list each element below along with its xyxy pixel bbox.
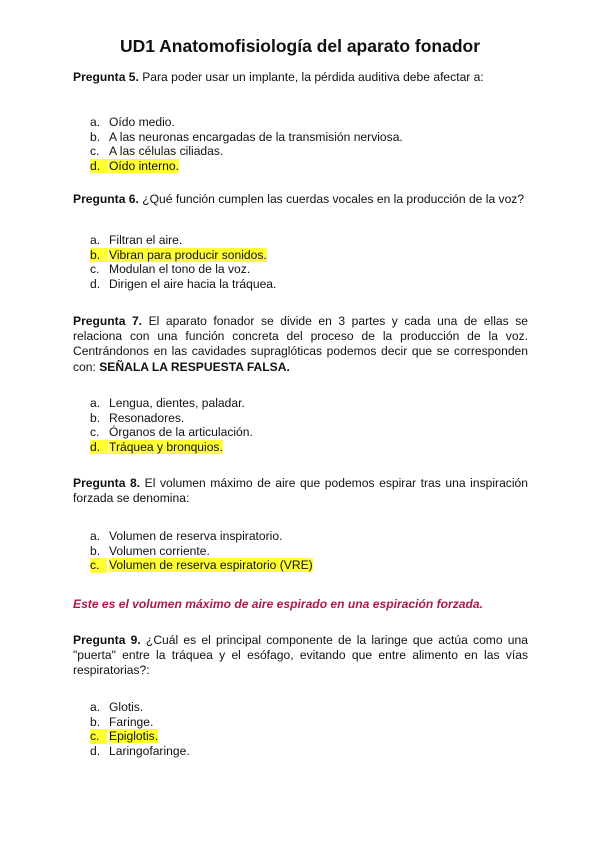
option-b xyxy=(90,715,190,730)
option-c xyxy=(90,425,253,440)
option-a xyxy=(90,700,190,715)
option-letter: c. xyxy=(90,729,107,744)
question-8 xyxy=(73,476,528,506)
option-text: Laringofaringe. xyxy=(109,743,190,758)
option-letter: c. xyxy=(90,262,100,277)
option-letter: d. xyxy=(90,276,101,291)
option-d xyxy=(90,277,276,292)
document-title: UD1 Anatomofisiología del aparato fonador xyxy=(119,36,481,56)
question-emphasis: SEÑALA LA RESPUESTA FALSA. xyxy=(99,359,290,374)
question-7 xyxy=(73,314,528,375)
answer-note: Este es el volumen máximo de aire espirado en una espiración forzada. xyxy=(73,597,483,611)
option-letter: a. xyxy=(90,700,101,714)
option-letter: d. xyxy=(90,440,108,455)
option-text: A las neuronas encargadas de la transmisión nerviosa. xyxy=(109,129,403,144)
question-text: El volumen máximo de aire que podemos espirar tras una inspiración forzada se denomina: xyxy=(73,476,528,506)
option-b-correct xyxy=(90,248,276,263)
option-text: Faringe. xyxy=(109,714,154,729)
option-text: Dirigen el aire hacia la tráquea. xyxy=(109,276,277,291)
option-letter: b. xyxy=(90,714,101,729)
option-letter: a. xyxy=(90,396,101,410)
option-text: Modulan el tono de la voz. xyxy=(109,262,251,277)
option-c-correct xyxy=(90,558,313,573)
option-c xyxy=(90,262,276,277)
option-letter: d. xyxy=(90,743,101,758)
option-d-correct xyxy=(90,159,403,174)
option-letter: b. xyxy=(90,543,101,558)
options-question-9 xyxy=(90,700,190,758)
option-letter: a. xyxy=(90,529,101,543)
option-c xyxy=(90,144,403,159)
options-question-5 xyxy=(90,115,403,173)
question-9 xyxy=(73,633,528,679)
question-text: ¿Cuál es el principal componente de la laringe que actúa como una "puerta" entre la tráquea y el esófago, evitando que entre alimento en las vías respiratorias?: xyxy=(73,633,528,678)
option-letter: d. xyxy=(90,159,108,174)
option-a xyxy=(90,233,276,248)
option-d-correct xyxy=(90,440,253,455)
option-text: A las células ciliadas. xyxy=(109,144,224,159)
option-letter: b. xyxy=(90,248,108,263)
option-text: Oído interno. xyxy=(109,158,179,173)
option-text: Órganos de la articulación. xyxy=(109,425,253,440)
option-b xyxy=(90,411,253,426)
option-b xyxy=(90,130,403,145)
option-text: Oído medio. xyxy=(109,115,175,129)
option-a xyxy=(90,396,253,411)
option-d xyxy=(90,744,190,759)
option-a xyxy=(90,115,403,130)
question-5 xyxy=(73,70,528,85)
option-text: Tráquea y bronquios. xyxy=(109,439,223,454)
option-letter: a. xyxy=(90,233,101,247)
options-question-7 xyxy=(90,396,253,454)
option-text: Volumen corriente. xyxy=(109,543,210,558)
question-text: Para poder usar un implante, la pérdida auditiva debe afectar a: xyxy=(138,70,484,84)
question-label: Pregunta 6. xyxy=(73,192,139,206)
question-label: Pregunta 5. xyxy=(73,70,139,84)
option-letter: a. xyxy=(90,115,101,129)
option-b xyxy=(90,544,313,559)
option-text: Volumen de reserva inspiratorio. xyxy=(109,529,283,543)
option-letter: c. xyxy=(90,144,100,159)
question-text: ¿Qué función cumplen las cuerdas vocales en la producción de la voz? xyxy=(138,192,525,206)
option-a xyxy=(90,529,313,544)
options-question-8 xyxy=(90,529,313,573)
option-letter: c. xyxy=(90,425,100,440)
option-text: Glotis. xyxy=(109,700,144,714)
option-text: Epiglotis. xyxy=(109,729,159,744)
option-text: Volumen de reserva espiratorio (VRE) xyxy=(109,558,313,573)
question-text: El aparato fonador se divide en 3 partes y cada una de ellas se relaciona con una función concreta del proceso de la producción de la voz. Centrándonos en las cavidades supraglóticas podemos decir que se corresponden con: xyxy=(73,314,528,374)
option-letter: c. xyxy=(90,558,107,573)
question-label: Pregunta 8. xyxy=(73,476,141,490)
option-text: Lengua, dientes, paladar. xyxy=(109,396,245,410)
option-c-correct xyxy=(90,729,190,744)
question-label: Pregunta 9. xyxy=(73,633,141,647)
question-label: Pregunta 7. xyxy=(73,314,143,328)
option-text: Vibran para producir sonidos. xyxy=(109,247,267,262)
question-6 xyxy=(73,192,528,207)
option-text: Resonadores. xyxy=(109,410,185,425)
option-letter: b. xyxy=(90,410,101,425)
option-letter: b. xyxy=(90,129,101,144)
option-text: Filtran el aire. xyxy=(109,233,183,247)
options-question-6 xyxy=(90,233,276,291)
